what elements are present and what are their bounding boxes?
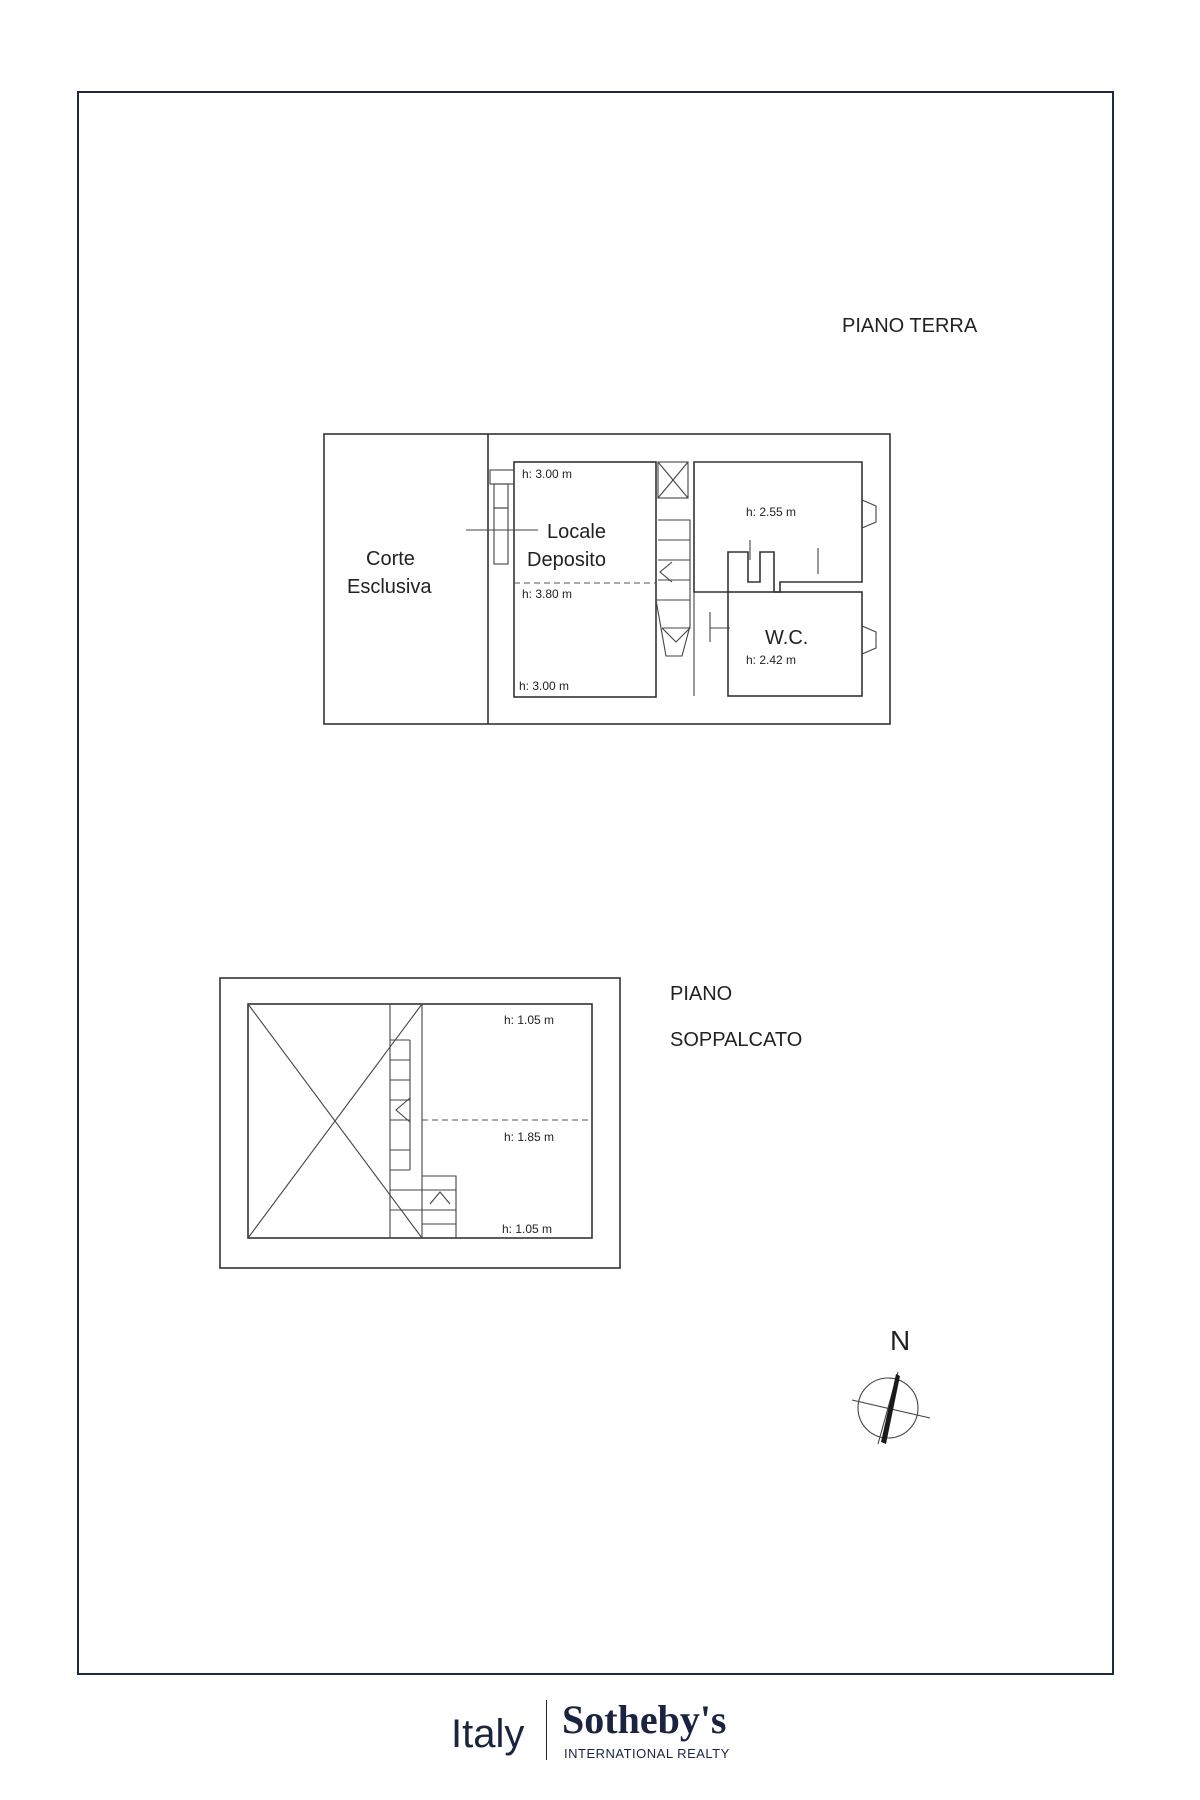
window	[862, 500, 876, 528]
north-arrow-icon	[852, 1372, 930, 1444]
stair-direction-arrow-icon	[660, 562, 672, 582]
ground-floor-plan	[324, 434, 890, 724]
back-room-outline	[694, 462, 862, 592]
mezzanine-inner-outline	[248, 1004, 592, 1238]
mezzanine-title: PIANO	[670, 983, 733, 1005]
ground-floor-title: PIANO TERRA	[842, 315, 978, 337]
wall-niche	[494, 484, 508, 508]
wc-label: W.C.	[765, 627, 809, 649]
deposito-label: Locale	[547, 521, 606, 543]
wall-niche	[494, 508, 508, 564]
staircase	[422, 1176, 456, 1238]
deposito-label: Deposito	[527, 549, 606, 571]
wall-niche	[490, 470, 514, 484]
brand-region: Italy	[451, 1712, 525, 1756]
mezzanine-plan	[220, 978, 620, 1268]
brand-name: Sotheby's	[562, 1697, 727, 1742]
height-label: h: 1.85 m	[504, 1130, 555, 1144]
height-label: h: 2.55 m	[746, 505, 797, 519]
height-label: h: 3.80 m	[522, 587, 573, 601]
height-label: h: 1.05 m	[502, 1222, 553, 1236]
stair-direction-arrow-icon	[396, 1098, 410, 1122]
compass-north-label: N	[890, 1325, 911, 1356]
compass	[852, 1325, 930, 1444]
mezzanine-outer-outline	[220, 978, 620, 1268]
mezzanine-title: SOPPALCATO	[670, 1029, 803, 1051]
stair-direction-arrow-icon	[430, 1192, 450, 1204]
height-label: h: 3.00 m	[519, 679, 570, 693]
brand-subtitle: INTERNATIONAL REALTY	[564, 1746, 730, 1761]
corte-label: Esclusiva	[347, 576, 432, 598]
brand-logo	[0, 1690, 1200, 1770]
height-label: h: 1.05 m	[504, 1013, 555, 1027]
brand-divider	[546, 1700, 547, 1760]
height-label: h: 2.42 m	[746, 653, 797, 667]
window	[862, 626, 876, 654]
deposito-room-outline	[514, 462, 656, 697]
height-label: h: 3.00 m	[522, 467, 573, 481]
corte-label: Corte	[366, 548, 415, 570]
